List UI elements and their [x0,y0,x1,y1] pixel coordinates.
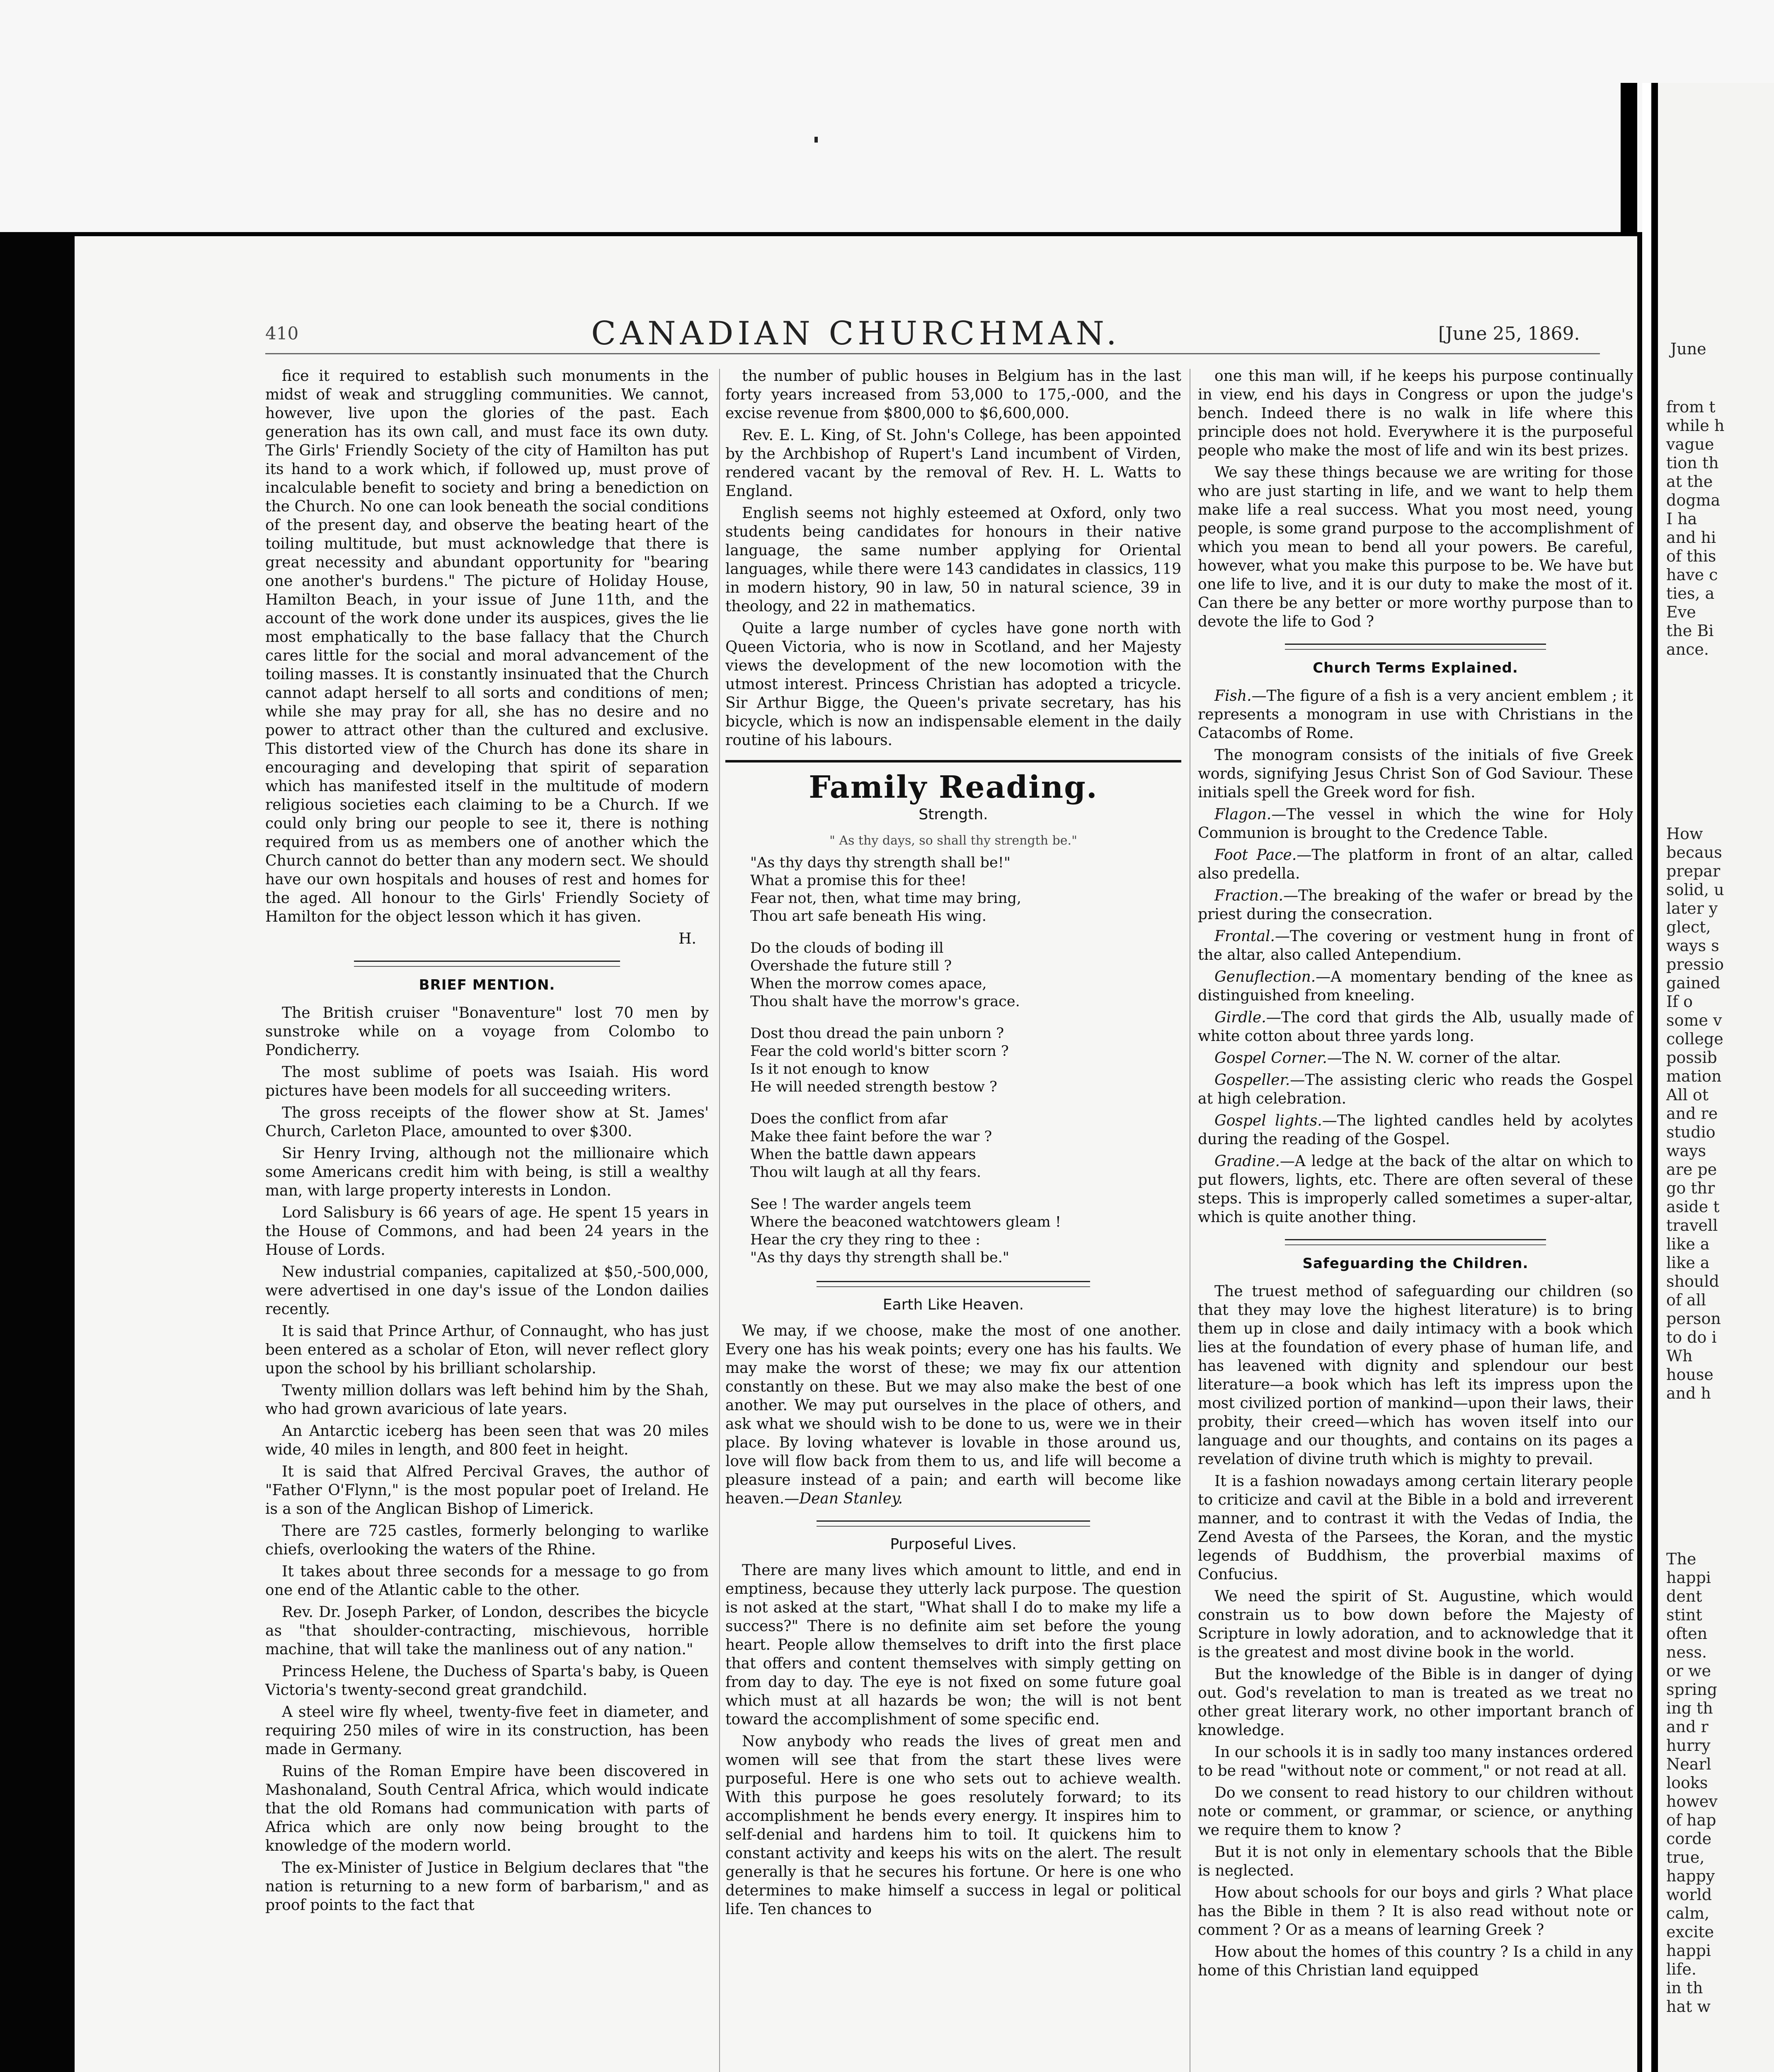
facing-page-line: world [1666,1886,1712,1904]
purposeful-text [725,1561,1181,1919]
paragraph: We need the spirit of St. Augustine, which would constrain us to bow down before the Majesty of Scripture in lowly adoration, and to acknowledge that it is the greatest and most divine book in the world. [1198,1588,1633,1661]
facing-page-line: go thr [1666,1179,1715,1197]
facing-page-line: happi [1666,1941,1711,1960]
paragraph: fice it required to establish such monuments in the midst of weak and struggling communities. We cannot, however, live upon the glories of the past. Each generation has its own call, and must face its own duty. The Girls' Friendly Society of the city of Hamilton has put its hand to a work which, if followed up, must prove of incalculable benefit to society and bring a benediction on the Church. No one can look beneath the social conditions of the present day, and observe the beating heart of the toiling multitude, but must acknowledge that there is great necessity and abundant opportunity for "bearing one another's burdens." The picture of Holiday House, Hamilton Beach, in your issue of June 11th, and the account of the work done under its auspices, gives the lie most emphatically to the base fallacy that the Church cares little for the social and moral advancement of the toiling masses. It is constantly insinuated that the Church cannot adapt herself to all sorts and conditions of men; while she may pray for all, she has no desire and no power to attract other than the cultured and exclusive. This distorted view of the Church has done its share in encouraging and developing that spirit of separation which has manifested itself in the multitude of modern religious societies each claiming to be a Church. If we could only bring our people to see it, there is nothing required from us as members one of another which the Church cannot do better than any modern sect. We should have our own hospitals and houses of rest and homes for the aged. All honour to the Girls' Friendly Society of Hamilton for the object lesson which it has given. [265,368,709,925]
page-number: 410 [265,323,299,344]
masthead-title: CANADIAN CHURCHMAN. [591,315,1121,352]
column-2 [725,367,1181,1922]
facing-page-block-1 [1666,398,1724,659]
term-definition: —The breaking of the wafer or bread by the priest during the consecration. [1198,887,1633,923]
facing-page-line: ways [1666,1142,1706,1160]
facing-page-line: howev [1666,1792,1718,1811]
facing-page-line: while h [1666,416,1725,435]
paragraph: But the knowledge of the Bible is in danger of dying out. God's revelation to man is treated as we treat no other great literary work, no other important branch of knowledge. [1198,1666,1633,1739]
term-name: Gospeller. [1214,1072,1290,1089]
brief-item: The ex-Minister of Justice in Belgium declares that "the nation is returning to a new form of barbarism," and as proof points to the fact that [265,1859,709,1914]
facing-page-line: of hap [1666,1811,1716,1829]
brief-mention-list [265,1004,709,1915]
poem-stanza: See ! The warder angels teem Where the beaconed watchtowers gleam ! Hear the cry they ring to thee : "As thy days thy strength shall be." [750,1196,1061,1266]
purposeful-continued [1198,367,1633,631]
facing-page-line: How [1666,825,1703,843]
safeguarding-text [1198,1282,1633,1980]
brief-item: Ruins of the Roman Empire have been discovered in Mashonaland, South Central Africa, which would indicate that the old Romans had communication with parts of Africa which are only now being brought to the knowledge of the modern world. [265,1763,709,1854]
facing-page-line: excite [1666,1923,1714,1941]
letter-signature: H. [679,930,696,947]
facing-page-line: person [1666,1310,1721,1328]
church-term [1198,1071,1633,1108]
column-3 [1198,367,1633,1983]
facing-page-line: to do i [1666,1328,1717,1346]
brief-item: The British cruiser "Bonaventure" lost 70 men by sunstroke while on a voyage from Colombo to Pondicherry. [265,1005,709,1059]
facing-page-line: later y [1666,899,1718,917]
term-definition: —A momentary bending of the knee as distinguished from kneeling. [1198,968,1633,1004]
facing-page-line: gained [1666,974,1721,992]
news-items [725,367,1181,750]
column-divider [719,369,720,2072]
newspaper-page [75,236,1637,2072]
paragraph: It is a fashion nowadays among certain literary people to criticize and cavil at the Bible in a bold and irreverent manner, and to contrast it with the Vedas of India, the Zend Avesta of the Parsees, the Koran, and the mystic legends of Buddhism, the proverbial maxims of Confucius. [1198,1473,1633,1583]
term-name: Gradine. [1214,1153,1280,1170]
term-name: Gospel Corner. [1214,1050,1327,1067]
brief-mention-heading: BRIEF MENTION. [419,977,555,993]
poem-stanza: Do the clouds of boding ill Overshade the future still ? When the morrow comes apace, Thou shalt have the morrow's grace. [750,940,1020,1010]
paragraph: We say these things because we are writing for those who are just starting in life, and we want to help them make life a real success. What you most need, young people, is some grand purpose to the accomplishment of which you mean to bend all your powers. Be careful, however, what you make this purpose to be. We have but one life to live, and it is our duty to make the most of it. Can there be any better or more worthy purpose than to devote the life to God ? [1198,464,1633,630]
facing-page-line: possib [1666,1048,1717,1067]
term-definition: —The N. W. corner of the altar. [1327,1050,1561,1067]
facing-page-line: have c [1666,566,1718,584]
brief-item: It takes about three seconds for a message to go from one end of the Atlantic cable to the other. [265,1563,709,1599]
issue-date: [June 25, 1869. [1438,323,1580,344]
facing-page-line: pressio [1666,955,1724,973]
brief-item: Lord Salisbury is 66 years of age. He spent 15 years in the House of Commons, and had been 24 years in the House of Lords. [265,1204,709,1259]
term-definition: —The covering or vestment hung in front of the altar, also called Antependium. [1198,928,1633,963]
church-term [1198,927,1633,964]
facing-page-line: happy [1666,1867,1715,1885]
family-reading-heading: Family Reading. [809,770,1098,805]
paragraph: There are many lives which amount to little, and end in emptiness, because they utterly lack purpose. The question is not asked at the start, "What shall I do to make my life a success?" There is no definite aim set before the young heart. People allow themselves to drift into the first place that offers and content themselves with simply getting on from day to day. The eye is not fixed on some future goal which must at all hazards be won; the will is not bent toward the accomplishment of some specific end. [725,1562,1181,1728]
scan-background-top [0,0,1774,232]
column-1 [265,367,709,1918]
safeguarding-heading: Safeguarding the Children. [1302,1255,1529,1272]
section-rule [1285,1239,1546,1245]
term-name: Frontal. [1214,928,1275,945]
facing-page-line: studio [1666,1123,1716,1141]
facing-page-line: All ot [1666,1086,1709,1104]
facing-page-line: dogma [1666,491,1721,509]
facing-page-line: often [1666,1624,1708,1643]
facing-page-strip [1658,83,1774,2072]
earth-text: We may, if we choose, make the most of one another. Every one has his weak points; every one has his faults. We may make the worst of these; we may fix our attention constantly on these. But we may also make the best of one another. We may put ourselves in the place of others, and ask what we should wish to be done to us, were we in their place. By loving whatever is lovable in those around us, love will flow back from them to us, and life will become a pleasure instead of a pain; and earth will become like heaven.—Dean Stanley. [725,1322,1181,1507]
facing-page-line: house [1666,1365,1713,1384]
term-name: Fraction. [1214,887,1284,904]
facing-page-line: stint [1666,1606,1702,1624]
facing-page-line: and hi [1666,528,1716,547]
facing-page-block-2 [1666,825,1724,1403]
section-rule-thick [725,760,1181,767]
facing-page-line: I ha [1666,510,1697,528]
facing-page-line: happi [1666,1569,1711,1587]
poem-epigraph: " As thy days, so shall thy strength be." [829,833,1077,848]
poem-stanza: Dost thou dread the pain unborn ? Fear the cold world's bitter scorn ? Is it not enough to know He will needed strength bestow ? [750,1025,1009,1095]
scan-border-white [1642,83,1651,2072]
facing-page-line: Nearl [1666,1755,1711,1773]
facing-page-line: glect, [1666,918,1711,936]
facing-page-line: and re [1666,1104,1718,1123]
term-name: Genuflection. [1214,968,1316,985]
facing-page-line: travell [1666,1216,1718,1234]
brief-item: A steel wire fly wheel, twenty-five feet in diameter, and requiring 250 miles of wire in its construction, has been made in Germany. [265,1704,709,1758]
term-name: Fish. [1214,687,1252,704]
church-term [1198,1049,1633,1067]
brief-item: There are 725 castles, formerly belonging to warlike chiefs, overlooking the waters of the Rhine. [265,1523,709,1558]
facing-page-header: June [1670,340,1706,358]
church-terms-heading: Church Terms Explained. [1313,660,1518,676]
term-name: Girdle. [1214,1009,1266,1026]
term-definition: —The figure of a fish is a very ancient emblem ; it represents a monogram in use with Christians in the Catacombs of Rome. [1198,687,1633,742]
facing-page-line: ties, a [1666,584,1715,603]
brief-item: The gross receipts of the flower show at St. James' Church, Carleton Place, amounted to over $300. [265,1104,709,1140]
facing-page-line: mation [1666,1067,1722,1085]
term-definition: —The lighted candles held by acolytes during the reading of the Gospel. [1198,1112,1633,1148]
facing-page-line: like a [1666,1235,1710,1253]
section-rule [1285,644,1546,650]
facing-page-line: like a [1666,1254,1710,1272]
facing-page-line: becaus [1666,843,1722,862]
church-term [1198,1008,1633,1046]
facing-page-line: in th [1666,1979,1703,1997]
facing-page-line: Wh [1666,1347,1693,1365]
news-item: the number of public houses in Belgium has in the last forty years increased from 53,000 to 175,-000, and the excise revenue from $800,000 to $6,600,000. [725,368,1181,422]
facing-page-line: dent [1666,1587,1702,1605]
poem-stanzas [725,854,1181,1267]
brief-item: New industrial companies, capitalized at $50,-500,000, were advertised in one day's issue of the London dailies recently. [265,1264,709,1318]
section-rule [817,1281,1090,1287]
header-rule [265,353,1600,354]
church-term [1198,1111,1633,1149]
poem-stanza: Does the conflict from afar Make thee faint before the war ? When the battle dawn appears Thou wilt laugh at all thy fears. [750,1111,992,1181]
facing-page-line: should [1666,1272,1719,1290]
facing-page-line: and r [1666,1718,1709,1736]
facing-page-line: hurry [1666,1736,1711,1755]
news-item: Quite a large number of cycles have gone north with Queen Victoria, who is now in Scotland, and her Majesty views the development of the new locomotion with the utmost interest. Princess Christian has adopted a tricycle. Sir Arthur Bigge, the Queen's private secretary, has his bicycle, which is now an indispensable element in the daily routine of his labours. [725,620,1181,749]
facing-page-line: true, [1666,1848,1705,1866]
paragraph: How about the homes of this country ? Is a child in any home of this Christian land equipped [1198,1944,1633,1979]
facing-page-line: solid, u [1666,881,1724,899]
poem-title: Strength. [919,806,988,823]
page-header [75,236,1637,361]
facing-page-line: calm, [1666,1904,1710,1922]
brief-item: An Antarctic iceberg has been seen that was 20 miles wide, 40 miles in length, and 800 feet in height. [265,1423,709,1458]
church-term [1198,687,1633,743]
church-term [1198,846,1633,883]
facing-page-line: from t [1666,398,1716,416]
paragraph: Do we consent to read history to our children without note or comment, or grammar, or science, or anything we require them to know ? [1198,1784,1633,1839]
facing-page-block-3 [1666,1550,1718,2016]
church-terms-list [1198,687,1633,1227]
brief-item: Twenty million dollars was left behind him by the Shah, who had grown avaricious of late years. [265,1382,709,1418]
facing-page-line: If o [1666,992,1693,1011]
facing-page-line: ness. [1666,1643,1707,1661]
facing-page-line: hat w [1666,1997,1711,2016]
brief-item: Rev. Dr. Joseph Parker, of London, describes the bicycle as "that shoulder-contracting, mischievous, horrible machine, that will take the manliness out of any nation." [265,1604,709,1658]
facing-page-line: life. [1666,1960,1696,1978]
term-name: Gospel lights. [1214,1112,1322,1129]
paragraph: Now anybody who reads the lives of great men and women will see that from the start these lives were purposeful. Here is one who sets out to achieve wealth. With this purpose he goes resolutely forward; to its accomplishment he bends every energy. It inspires him to self-denial and hardens him to toil. It quickens him to constant activity and keeps his wits on the alert. The result generally is that he secures his fortune. Or here is one who determines to make himself a success in legal or political life. Ten chances to [725,1733,1181,1918]
facing-page-line: corde [1666,1830,1712,1848]
facing-page-line: tion th [1666,454,1719,472]
facing-page-line: ance. [1666,640,1709,658]
paragraph: In our schools it is in sadly too many instances ordered to be read "without note or comment," or not read at all. [1198,1744,1633,1779]
facing-page-line: of this [1666,547,1716,565]
scan-speck [814,137,818,143]
poem-stanza: "As thy days thy strength shall be!" What a promise this for thee! Fear not, then, what time may bring, Thou art safe beneath His wing. [750,854,1022,925]
facing-page-line: spring [1666,1680,1717,1699]
facing-page-line: at the [1666,472,1713,491]
section-rule [354,961,620,967]
facing-page-line: aside t [1666,1198,1720,1216]
paragraph: The truest method of safeguarding our children (so that they may love the highest literature) is to bring them up in close and daily intimacy with a book which lies at the foundation of every phase of human life, and has leavened with dignity and splendour our best literature—a book which has left its impress upon the most civilized portion of mankind—upon their laws, their probity, their creed—which has woven itself into our language and our thoughts, and contains on its pages a revelation of divine truth which is mighty to prevail. [1198,1283,1633,1468]
news-item: English seems not highly esteemed at Oxford, only two students being candidates for honours in their native language, the same number applying for Oriental languages, while there were 143 candidates in classics, 119 in modern history, 90 in law, 50 in natural science, 39 in theology, and 22 in mathematics. [725,505,1181,615]
facing-page-line: ways s [1666,937,1719,955]
church-term [1198,886,1633,924]
term-definition: —The assisting cleric who reads the Gospel at high celebration. [1198,1072,1633,1107]
church-term [1198,1152,1633,1227]
church-term [1198,805,1633,842]
earth-heading: Earth Like Heaven. [882,1296,1024,1313]
facing-page-line: looks [1666,1774,1708,1792]
term-name: Foot Pace. [1214,847,1297,864]
facing-page-line: The [1666,1550,1696,1568]
term-name: Flagon. [1214,806,1272,823]
term-definition: —The platform in front of an altar, called also predella. [1198,847,1633,882]
brief-item: Princess Helene, the Duchess of Sparta's baby, is Queen Victoria's twenty-second great grandchild. [265,1663,709,1699]
facing-page-line: some v [1666,1011,1722,1029]
church-term [1198,968,1633,1005]
paragraph: one this man will, if he keeps his purpose continually in view, end his days in Congress or upon the judge's bench. Indeed there is no walk in life where this principle does not hold. Everywhere it is the purposeful people who make the most of life and win its best prizes. [1198,368,1633,459]
news-item: Rev. E. L. King, of St. John's College, has been appointed by the Archbishop of Rupert's Land incumbent of Virden, rendered vacant by the removal of Rev. H. L. Watts to England. [725,427,1181,500]
facing-page-line: the Bi [1666,622,1714,640]
facing-page-line: ing th [1666,1699,1713,1717]
letter-text [265,367,709,926]
church-term [1198,746,1633,802]
facing-page-line: prepar [1666,862,1721,880]
facing-page-line: are pe [1666,1160,1717,1179]
facing-page-line: and h [1666,1384,1711,1402]
paragraph: But it is not only in elementary schools that the Bible is neglected. [1198,1844,1633,1879]
purposeful-heading: Purposeful Lives. [890,1536,1017,1553]
facing-page-line: or we [1666,1662,1711,1680]
facing-page-line: of all [1666,1291,1706,1309]
term-definition: —The vessel in which the wine for Holy Communion is brought to the Credence Table. [1198,806,1633,842]
facing-page-line: Eve [1666,603,1696,621]
earth-author: Dean Stanley. [799,1490,903,1507]
brief-item: The most sublime of poets was Isaiah. His word pictures have been models for all succeeding writers. [265,1064,709,1099]
scan-border-black-2 [1651,83,1658,2072]
brief-item: It is said that Alfred Percival Graves, the author of "Father O'Flynn," is the most popular poet of Ireland. He is a son of the Anglican Bishop of Limerick. [265,1463,709,1518]
term-definition: —The cord that girds the Alb, usually made of white cotton about three yards long. [1198,1009,1633,1045]
facing-page-line: vague [1666,435,1714,453]
term-definition: —A ledge at the back of the altar on which to put flowers, lights, etc. There are often several of these steps. This is improperly called sometimes a super-altar, which is quite another thing. [1198,1153,1633,1226]
paragraph: How about schools for our boys and girls ? What place has the Bible in them ? It is also read without note or comment ? Or as a means of learning Greek ? [1198,1884,1633,1939]
brief-item: It is said that Prince Arthur, of Connaught, who has just been entered as a scholar of Eton, will never reflect glory upon the school by his brilliant scholarship. [265,1323,709,1377]
facing-page-line: college [1666,1030,1723,1048]
brief-item: Sir Henry Irving, although not the millionaire which some Americans credit him with being, is still a wealthy man, with large property interests in London. [265,1145,709,1199]
term-definition: The monogram consists of the initials of five Greek words, signifying Jesus Christ Son of God Saviour. These initials spell the Greek word for fish. [1198,747,1633,801]
section-rule [817,1520,1090,1527]
